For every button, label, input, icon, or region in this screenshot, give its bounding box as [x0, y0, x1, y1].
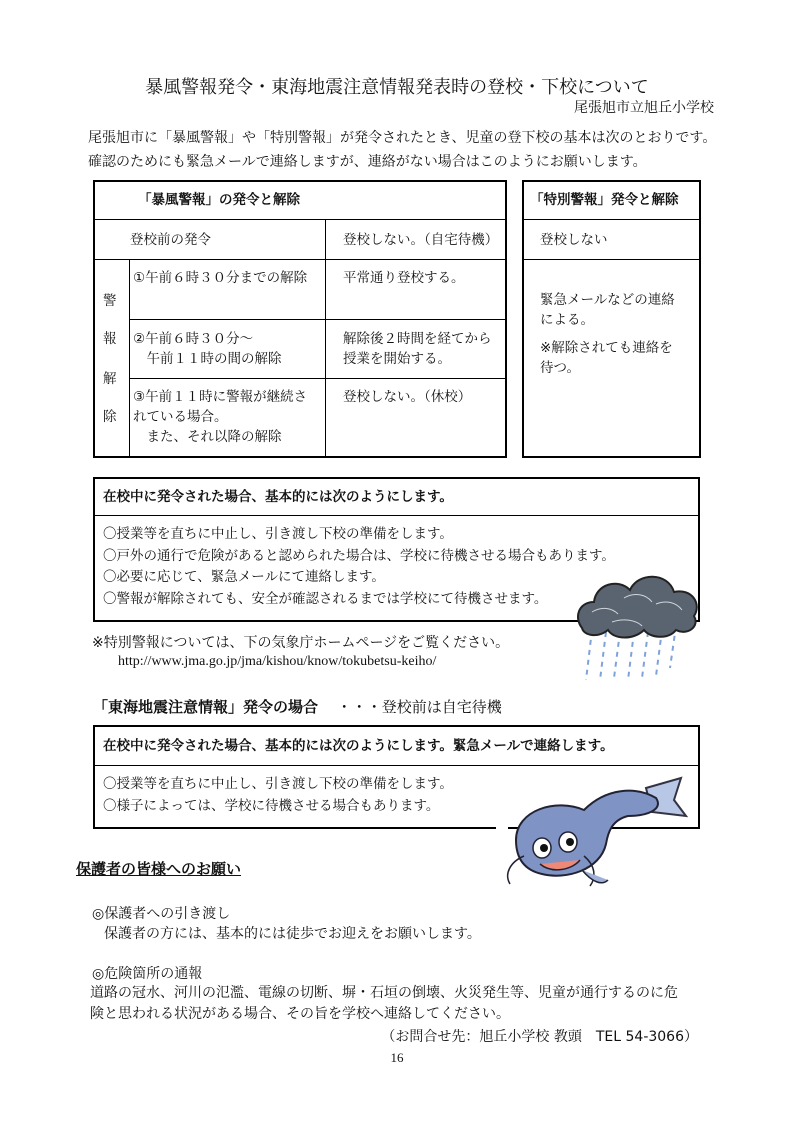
list-item: 〇授業等を直ちに中止し、引き渡し下校の準備をします。	[103, 776, 453, 792]
intro-line: 尾張旭市に「暴風警報」や「特別警報」が発令されたとき、児童の登下校の基本は次のとおりです。	[88, 130, 717, 146]
intro-text	[88, 126, 716, 174]
pre-issue-action: 登校しない。（自宅待機）	[343, 232, 499, 248]
list-item: 〇警報が解除されても、安全が確認されるまでは学校にて待機させます。	[103, 590, 548, 607]
handover-body: 保護者の方には、基本的には徒歩でお迎えをお願いします。	[104, 926, 481, 942]
danger-title: ◎危険箇所の通報	[92, 966, 203, 982]
special-table-heading: 「特別警報」発令と解除	[530, 192, 679, 208]
release-label-char: 除	[103, 409, 117, 425]
contact-info: （お問合せ先：旭丘小学校 教頭 TEL 54-3066）	[381, 1029, 698, 1045]
storm-table-heading: 「暴風警報」の発令と解除	[138, 192, 300, 208]
during-school-list	[103, 524, 615, 610]
list-item: 〇必要に応じて、緊急メールにて連絡します。	[103, 569, 385, 585]
jma-note: ※特別警報については、下の気象庁ホームページをご覧ください。	[92, 635, 510, 651]
list-item: 〇様子によっては、学校に待機させる場合もあります。	[103, 797, 440, 814]
page-number: 16	[390, 1050, 404, 1065]
intro-line: 確認のためにも緊急メールで連絡しますが、連絡がない場合はこのようにお願いします。	[88, 154, 647, 170]
tokai-heading: 「東海地震注意情報」発令の場合	[93, 698, 319, 716]
during-school-heading: 在校中に発令された場合、基本的には次のようにします。	[103, 489, 453, 505]
catfish-icon	[496, 770, 696, 895]
release-label-char: 報	[103, 331, 117, 347]
list-item: 〇戸外の通行で危険があると認められた場合は、学校に待機させる場合もあります。	[103, 547, 615, 564]
list-item: 〇授業等を直ちに中止し、引き渡し下校の準備をします。	[103, 526, 453, 542]
release-action-3: 登校しない。（休校）	[343, 389, 472, 405]
tokai-box-heading: 在校中に発令された場合、基本的には次のようにします。緊急メールで連絡します。	[103, 738, 614, 754]
handover-title: ◎保護者への引き渡し	[92, 906, 231, 922]
requests-heading: 保護者の皆様へのお願い	[76, 860, 242, 878]
special-table-note: 緊急メールなどの連絡 による。 ※解除されても連絡を 待つ。	[540, 292, 675, 376]
storm-cloud-icon	[572, 568, 702, 683]
release-condition-3: ③午前１１時に警報が継続さ れている場合。 また、それ以降の解除	[133, 389, 308, 445]
school-name: 尾張旭市立旭丘小学校	[574, 100, 714, 116]
page-title: 暴風警報発令・東海地震注意情報発表時の登校・下校について	[145, 77, 649, 98]
release-label-char: 警	[103, 293, 117, 309]
tokai-list	[103, 774, 453, 817]
release-label-char: 解	[103, 371, 117, 387]
release-condition-2: ②午前６時３０分～ 午前１１時の間の解除	[133, 331, 282, 367]
special-pre-issue-action: 登校しない	[540, 232, 608, 248]
release-action-1: 平常通り登校する。	[343, 270, 465, 286]
jma-url[interactable]: http://www.jma.go.jp/jma/kishou/know/tokubetsu-keiho/	[118, 654, 437, 669]
pre-issue-label: 登校前の発令	[130, 232, 211, 248]
tokai-heading-line	[93, 696, 502, 717]
release-action-2: 解除後２時間を経てから 授業を開始する。	[343, 331, 492, 367]
release-condition-1: ①午前６時３０分までの解除	[133, 270, 308, 286]
danger-body: 道路の冠水、河川の氾濫、電線の切断、塀・石垣の倒壊、火災発生等、児童が通行するのに危 険と思われる状況がある場合、その旨を学校へ連絡してください。	[90, 985, 678, 1022]
tokai-suffix: ・・・登校前は自宅待機	[336, 698, 502, 716]
